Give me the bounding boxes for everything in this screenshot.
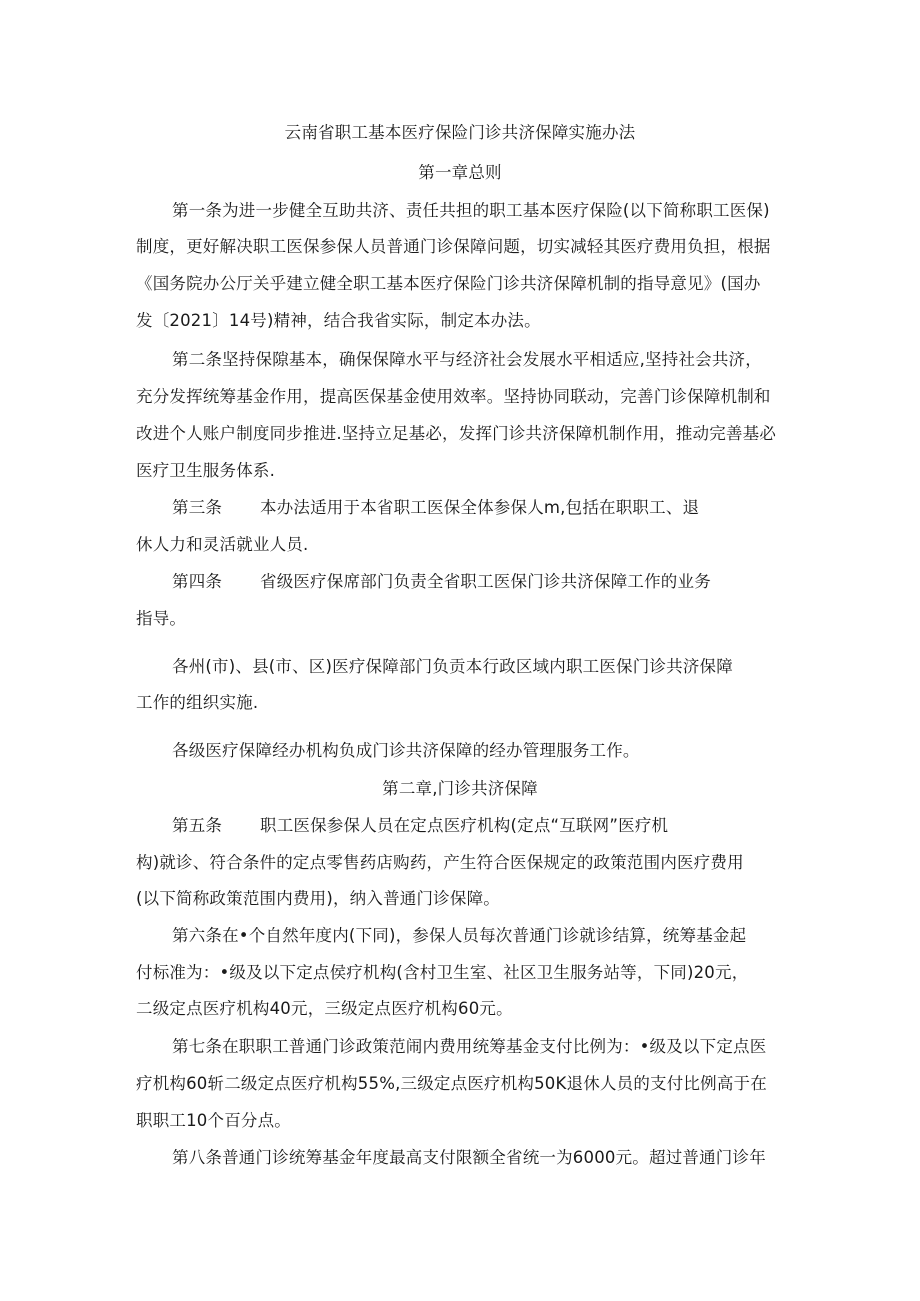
- paragraph-prefecture-line-1: 各州(市)、县(市、区)医疗保障部门负贡本行政区域内职工医保门诊共济保障: [172, 657, 733, 676]
- article-1-line-2: 制度，更好解决职工医保参保人员普通门诊保障问题，切实减轻其医疗费用负担，根据: [136, 237, 771, 256]
- article-3-line-1: 本办法适用于本省职工医保全体参保人m,包括在职职工、退: [260, 498, 700, 517]
- article-2-line-4: 医疗卫生服务体系.: [136, 461, 276, 480]
- article-7-line-1: 第七条在职职工普通门诊政策范闹内费用统筹基金支付比例为：•级及以下定点医: [172, 1037, 767, 1056]
- article-6-line-1: 第六条在•个自然年度内(下同)，参保人员每次普通门诊就诊结算，统筹基金起: [172, 926, 747, 945]
- article-1-line-1: 第一条为进一步健全互助共济、责任共担的职工基本医疗保险(以下简称职工医保): [172, 201, 770, 220]
- document-title: 云南省职工基本医疗保险门诊共济保障实施办法: [284, 123, 636, 142]
- paragraph-agencies: 各级医疗保障经办机构负成门诊共济保障的经办管理服务工作。: [172, 741, 640, 760]
- article-5-line-3: (以下简称政策范围内费用)，纳入普通门诊保障。: [136, 889, 500, 908]
- article-4-heading: 第四条: [172, 572, 223, 591]
- article-7-line-2: 疗机构60斩二级定点医疗机构55%,三级定点医疗机构50K退休人员的支付比例高于在: [136, 1074, 767, 1093]
- paragraph-prefecture-line-2: 工作的组织实施.: [136, 693, 259, 712]
- article-6-line-2: 付标准为：•级及以下定点侯疗机构(含村卫生室、社区卫生服务站等，下同)20元，: [136, 963, 749, 982]
- article-1-line-3: 《国务院办公厅关乎建立健全职工基本医疗保险门诊共济保障机制的指导意见》(国办: [136, 274, 761, 293]
- article-2-line-1: 第二条坚持保隙基本，确保保障水平与经济社会发展水平相适应,坚持社会共济，: [172, 350, 762, 369]
- article-4-line-2: 指导。: [136, 609, 187, 628]
- article-4-line-1: 省级医疗保席部门负责全省职工医保门诊共济保障工作的业务: [260, 572, 711, 591]
- chapter-heading-1: 第一章总则: [418, 163, 502, 182]
- article-7-line-3: 职职工10个百分点。: [136, 1111, 291, 1130]
- article-5-heading: 第五条: [172, 816, 223, 835]
- chapter-heading-2: 第二章,门诊共济保障: [382, 779, 538, 798]
- article-1-line-4: 发〔2021〕14号)精神，结合我省实际，制定本办法。: [136, 311, 541, 330]
- article-2-line-2: 充分发挥统筹基金作用，提高医保基金使用效率。坚持协同联动，完善门诊保障机制和: [136, 387, 771, 406]
- article-2-line-3: 改进个人账户制度同步推进.坚持立足基必，发挥门诊共济保障机制作用，推动完善基必: [136, 424, 777, 443]
- article-5-line-2: 构)就诊、符合条件的定点零售药店购药，产生符合医保规定的政策范围内医疗费用: [136, 853, 744, 872]
- article-6-line-3: 二级定点医疗机构40元，三级定点医疗机构60元。: [136, 999, 513, 1018]
- article-3-heading: 第三条: [172, 498, 223, 517]
- article-8-line-1: 第八条普通门诊统筹基金年度最高支付限额全省统一为6000元。超过普通门诊年: [172, 1148, 766, 1167]
- article-3-line-2: 休人力和灵活就业人员.: [136, 535, 309, 554]
- article-5-line-1: 职工医保参保人员在定点医疗机构(定点“互联网”医疗机: [260, 816, 669, 835]
